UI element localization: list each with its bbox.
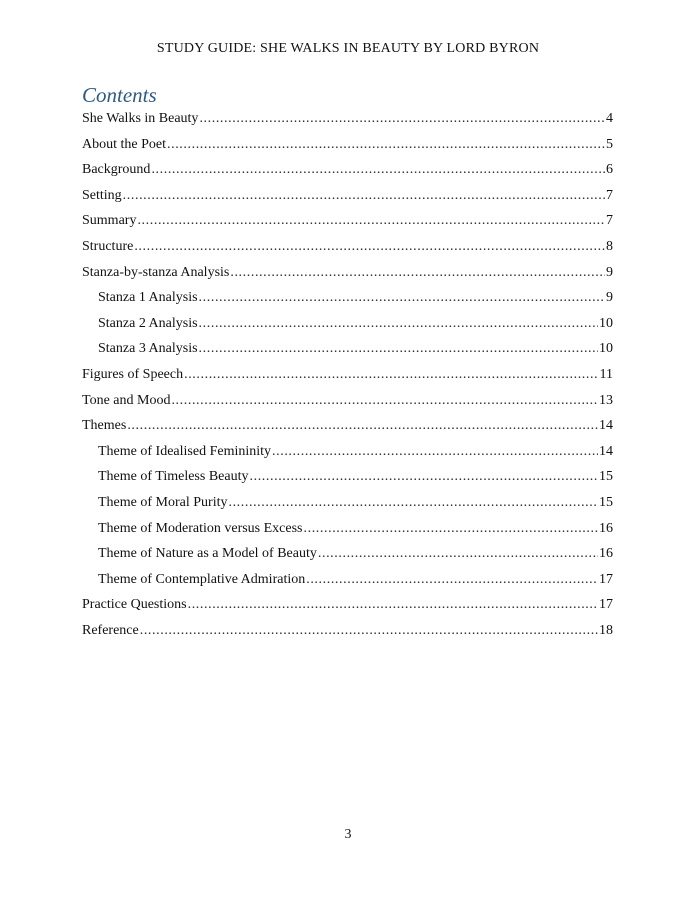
toc-entry-stanza-2-analysis[interactable] — [82, 314, 613, 340]
toc-entry-title: She Walks in Beauty — [82, 111, 199, 126]
toc-entry-title: Stanza-by-stanza Analysis — [82, 264, 230, 280]
toc-entry-page: 6 — [606, 162, 613, 178]
toc-entry-title: Theme of Contemplative Admiration — [98, 571, 306, 587]
toc-entry-title: Stanza 3 Analysis — [98, 341, 198, 357]
toc-entry-reference[interactable] — [82, 621, 613, 647]
toc-entry-stanza-3-analysis[interactable] — [82, 339, 613, 365]
toc-entry-background[interactable] — [82, 160, 613, 186]
toc-entry-page: 11 — [599, 366, 613, 382]
toc-entry-title: Practice Questions — [82, 597, 187, 613]
dot-leader — [188, 595, 598, 615]
toc-entry-structure[interactable] — [82, 237, 613, 263]
toc-entry-page: 17 — [599, 571, 613, 587]
toc-entry-page: 8 — [606, 238, 613, 254]
dot-leader — [184, 365, 598, 385]
table-of-contents — [82, 109, 613, 646]
toc-entry-stanza-1-analysis[interactable] — [82, 288, 613, 314]
toc-entry-page: 9 — [606, 290, 613, 306]
dot-leader — [140, 621, 598, 641]
dot-leader — [304, 519, 599, 539]
toc-entry-page: 14 — [599, 443, 613, 459]
toc-entry-title: Themes — [82, 418, 127, 434]
toc-entry-title: Reference — [82, 622, 139, 638]
dot-leader — [134, 237, 605, 257]
toc-entry-title: Theme of Nature as a Model of Beauty — [98, 546, 317, 562]
dot-leader — [137, 211, 605, 231]
toc-entry-title: Setting — [82, 187, 122, 203]
toc-entry-page: 10 — [599, 315, 613, 331]
toc-entry-figures-of-speech[interactable] — [82, 365, 613, 391]
dot-leader — [199, 314, 598, 334]
dot-leader — [167, 135, 605, 155]
toc-entry-page: 7 — [606, 187, 613, 203]
dot-leader — [199, 109, 605, 129]
toc-entry-title: Tone and Mood — [82, 392, 171, 408]
dot-leader — [199, 339, 598, 359]
toc-entry-page: 17 — [599, 597, 613, 613]
toc-entry-stanza-by-stanza-analysis[interactable] — [82, 263, 613, 289]
toc-entry-about-the-poet[interactable] — [82, 135, 613, 161]
contents-heading: Contents — [82, 83, 157, 107]
dot-leader — [127, 416, 598, 436]
toc-entry-title: Theme of Idealised Femininity — [98, 443, 272, 459]
toc-entry-page: 13 — [599, 392, 613, 408]
toc-entry-title: Figures of Speech — [82, 366, 184, 382]
toc-entry-theme-of-contemplative-admiration[interactable] — [82, 570, 613, 596]
toc-entry-theme-of-nature-as-a-model-of-beauty[interactable] — [82, 544, 613, 570]
toc-entry-title: Structure — [82, 238, 134, 254]
toc-entry-she-walks-in-beauty[interactable] — [82, 109, 613, 135]
toc-entry-page: 16 — [599, 520, 613, 536]
toc-entry-title: Background — [82, 162, 151, 178]
toc-entry-page: 14 — [599, 418, 613, 434]
toc-entry-page: 10 — [599, 341, 613, 357]
dot-leader — [199, 288, 605, 308]
dot-leader — [250, 467, 599, 487]
toc-entry-theme-of-timeless-beauty[interactable] — [82, 467, 613, 493]
toc-entry-title: Theme of Timeless Beauty — [98, 469, 249, 485]
toc-entry-page: 16 — [599, 546, 613, 562]
toc-entry-title: About the Poet — [82, 136, 166, 152]
toc-entry-setting[interactable] — [82, 186, 613, 212]
toc-entry-title: Stanza 2 Analysis — [98, 315, 198, 331]
dot-leader — [151, 160, 605, 180]
toc-entry-page: 15 — [599, 469, 613, 485]
toc-entry-theme-of-moderation-versus-excess[interactable] — [82, 519, 613, 545]
running-header: STUDY GUIDE: SHE WALKS IN BEAUTY BY LORD BYRON — [156, 41, 540, 56]
toc-entry-title: Theme of Moral Purity — [98, 494, 228, 510]
toc-entry-theme-of-idealised-femininity[interactable] — [82, 442, 613, 468]
toc-entry-themes[interactable] — [82, 416, 613, 442]
toc-entry-practice-questions[interactable] — [82, 595, 613, 621]
toc-entry-summary[interactable] — [82, 211, 613, 237]
toc-entry-page: 15 — [599, 494, 613, 510]
dot-leader — [272, 442, 598, 462]
toc-entry-page: 7 — [606, 213, 613, 229]
dot-leader — [171, 391, 598, 411]
page-number: 3 — [344, 827, 352, 842]
toc-entry-page: 5 — [606, 136, 613, 152]
toc-entry-title: Theme of Moderation versus Excess — [98, 520, 303, 536]
dot-leader — [123, 186, 605, 206]
toc-entry-title: Stanza 1 Analysis — [98, 290, 198, 306]
dot-leader — [228, 493, 598, 513]
toc-entry-theme-of-moral-purity[interactable] — [82, 493, 613, 519]
toc-entry-tone-and-mood[interactable] — [82, 391, 613, 417]
dot-leader — [230, 263, 605, 283]
toc-entry-title: Summary — [82, 213, 137, 229]
toc-entry-page: 4 — [606, 111, 613, 126]
dot-leader — [318, 544, 598, 564]
toc-entry-page: 18 — [599, 622, 613, 638]
dot-leader — [306, 570, 598, 590]
toc-entry-page: 9 — [606, 264, 613, 280]
